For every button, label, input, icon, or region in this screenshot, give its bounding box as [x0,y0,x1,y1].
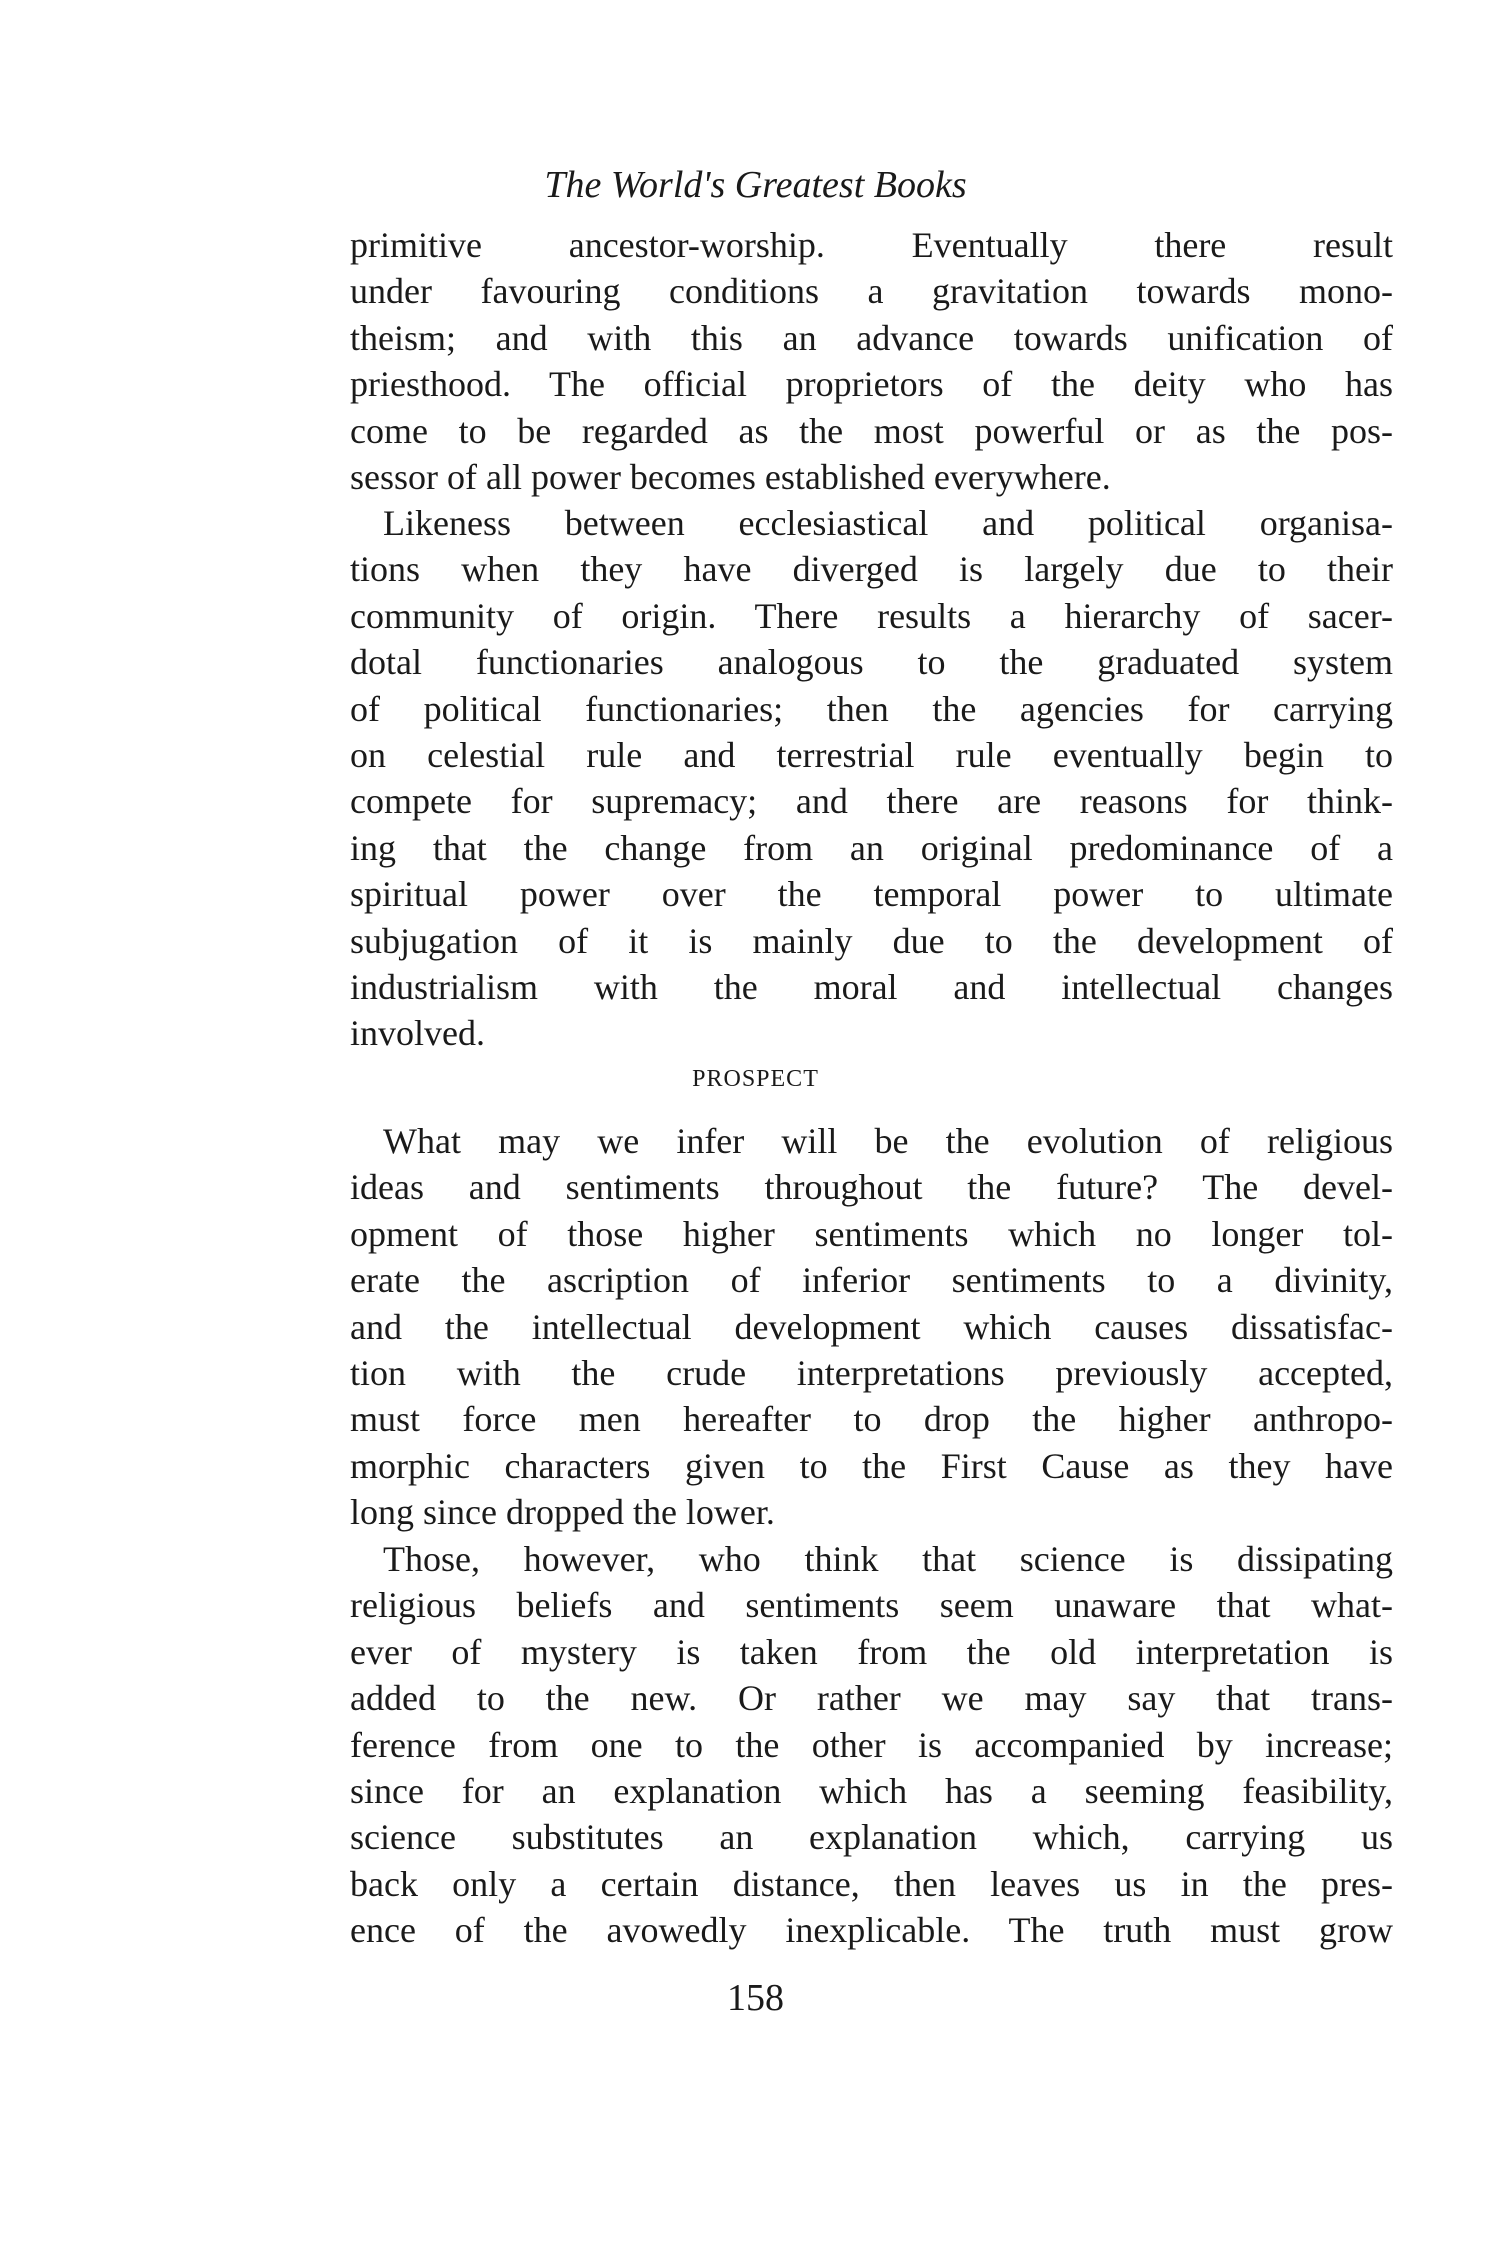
text-line: ever of mystery is taken from the old interpretation is [350,1631,1393,1672]
text-line: ing that the change from an original predominance of a [350,827,1393,868]
text-line: on celestial rule and terrestrial rule eventually begin to [350,735,1393,775]
text-line: and the intellectual development which causes dissatisfac- [350,1306,1393,1347]
text-line: industrialism with the moral and intellectual changes [350,967,1393,1007]
text-line: long since dropped the lower. [350,1492,775,1533]
text-line: since for an explanation which has a seeming feasibility, [350,1771,1393,1811]
text-line: dotal functionaries analogous to the graduated system [350,642,1393,683]
text-line: What may we infer will be the evolution of religious [383,1121,1393,1161]
text-line: religious beliefs and sentiments seem unaware that what- [350,1585,1393,1626]
page-number: 158 [727,1977,784,2019]
text-line: subjugation of it is mainly due to the development of [350,920,1393,961]
text-line: Those, however, who think that science is dissipating [383,1539,1393,1579]
text-line: sessor of all power becomes established everywhere. [350,457,1111,497]
running-header: The World's Greatest Books [544,164,967,206]
text-line: primitive ancestor-worship. Eventually there result [350,225,1393,265]
text-line: science substitutes an explanation which, carrying us [350,1817,1393,1858]
text-line: added to the new. Or rather we may say that trans- [350,1678,1393,1719]
text-line: spiritual power over the temporal power to ultimate [350,874,1393,915]
text-line: ence of the avowedly inexplicable. The truth must grow [350,1910,1393,1951]
text-line: must force men hereafter to drop the higher anthropo- [350,1399,1393,1440]
text-line: theism; and with this an advance towards unification of [350,317,1393,358]
text-line: erate the ascription of inferior sentiments to a divinity, [350,1260,1393,1301]
text-line: compete for supremacy; and there are reasons for think- [350,781,1393,822]
text-line: ideas and sentiments throughout the future? The devel- [350,1167,1393,1208]
text-line: come to be regarded as the most powerful or as the pos- [350,410,1393,451]
text-line: morphic characters given to the First Cause as they have [350,1445,1393,1486]
text-line: tion with the crude interpretations previously accepted, [350,1353,1393,1393]
text-line: Likeness between ecclesiastical and political organisa- [383,503,1393,543]
text-line: ference from one to the other is accompanied by increase; [350,1724,1393,1765]
text-line: tions when they have diverged is largely due to their [350,549,1393,590]
text-line: under favouring conditions a gravitation towards mono- [350,271,1393,312]
text-line: of political functionaries; then the agencies for carrying [350,688,1393,729]
text-line: involved. [350,1013,485,1054]
text-line: back only a certain distance, then leaves us in the pres- [350,1863,1393,1904]
text-line: opment of those higher sentiments which no longer tol- [350,1213,1393,1254]
text-line: community of origin. There results a hierarchy of sacer- [350,595,1393,636]
text-line: priesthood. The official proprietors of the deity who has [350,364,1393,405]
section-heading: PROSPECT [692,1066,819,1092]
